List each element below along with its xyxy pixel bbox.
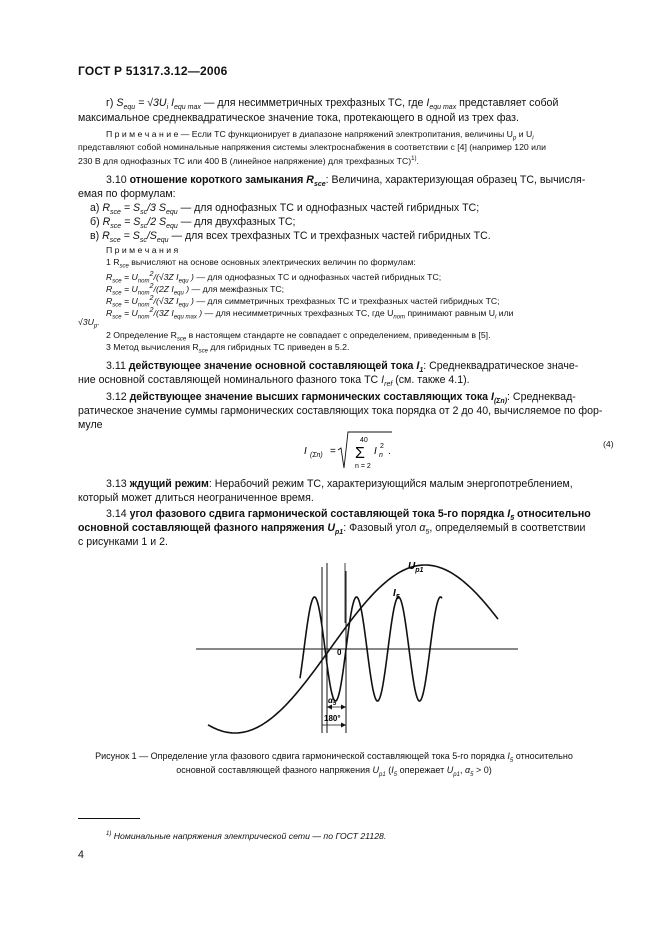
s310-line1: 3.10 отношение короткого замыкания $R_{sce}$: Величина, характеризующая образец ТС, вычисля-	[106, 174, 586, 189]
s310-line2: емая по формулам:	[78, 188, 176, 200]
label-origin: 0	[337, 648, 342, 657]
notes310-f4-cont: $√3U_p$.	[78, 317, 100, 330]
item-g-line1: г) $S_{equ} = √3U_i$ $I_{equ max}$ — для несимметричных трехфазных ТС, где $I_{equ max}$ представляет собой	[106, 97, 559, 112]
note1-line1: П р и м е ч а н и е — Если ТС функционирует в диапазоне напряжений электропитания, величины $U_p$ и $U_i$	[106, 129, 534, 142]
svg-text:I: I	[304, 446, 307, 457]
s312-line3: муле	[78, 419, 103, 431]
figure-caption-line2: основной составляющей фазного напряжения $U_{p1}$ ($I_5$ опережает $U_{p1}$, $\alpha_5 > 0$)	[176, 765, 492, 778]
svg-text:n = 2: n = 2	[355, 463, 371, 470]
label-180: 180°	[324, 714, 341, 723]
footnote: $^{1)}$ Номинальные напряжения электрической сети — по ГОСТ 21128.	[106, 830, 387, 841]
notes310-f4: $R_{sce} = U_{nom}^2/(3Z$ $I_{equ max}$ ) — для несимметричных трехфазных ТС, где $U_{nom}$ принимают равным $U_i$ или	[106, 305, 514, 321]
s314-line3: с рисунками 1 и 2.	[78, 536, 168, 548]
page-header: ГОСТ Р 51317.3.12—2006	[78, 64, 228, 78]
svg-text:.: .	[388, 446, 391, 457]
notes310-n1: 1 $R_{sce}$ вычисляют на основе основных электрических величин по формулам:	[106, 257, 416, 270]
formula-4	[300, 428, 410, 474]
label-up1: $U_{p1}$	[408, 561, 424, 574]
s311-line2: ние основной составляющей номинального фазного тока ТС $I_{ref}$ (см. также 4.1).	[78, 374, 470, 389]
eq-number: (4)	[603, 439, 614, 449]
notes310-n2: 2 Определение $R_{sce}$ в настоящем стандарте не совпадает с определением, приведенным в [5].	[106, 330, 491, 343]
s313-line2: который может длиться неограниченное время.	[78, 492, 314, 504]
svg-text:Σ: Σ	[355, 445, 365, 462]
notes310-f1: $R_{sce} = U_{nom}^2/(√3Z$ $I_{equ}$ ) — для однофазных ТС и однофазных частей гибридных ТС;	[106, 269, 442, 285]
s313-line1: 3.13 ждущий режим: Нерабочий режим ТС, характеризующийся малым энергопотреблением,	[106, 478, 573, 490]
footnote-rule	[78, 818, 140, 819]
svg-text:I: I	[374, 446, 377, 457]
s310-item-a: а) $R_{sce} = S_{sc}/3$ $S_{equ}$ — для однофазных ТС и однофазных частей гибридных ТС;	[90, 202, 480, 217]
page-number: 4	[78, 849, 84, 861]
s312-line1: 3.12 действующее значение высших гармонических составляющих тока $I_{(\Sigma n)}$: Среднеквад-	[106, 391, 576, 406]
svg-text:(Σn): (Σn)	[310, 452, 323, 459]
svg-text:=: =	[330, 446, 336, 457]
svg-text:n: n	[379, 452, 383, 459]
notes310-title: П р и м е ч а н и я	[106, 245, 179, 255]
s310-item-b: б) $R_{sce} = S_{sc}/2$ $S_{equ}$ — для двухфазных ТС;	[90, 216, 296, 231]
s310-item-c: в) $R_{sce} = S_{sc}/S_{equ}$ — для всех трехфазных ТС и трехфазных частей гибридных ТС.	[90, 230, 491, 245]
label-alpha5: $\alpha_5$	[328, 696, 337, 707]
notes310-f2: $R_{sce} = U_{nom}^2/(2Z$ $I_{equ}$ ) — для межфазных ТС;	[106, 281, 285, 297]
s314-line2: основной составляющей фазного напряжения $U_{p1}$: Фазовый угол $\alpha_5$, определяемый в соответствии	[78, 522, 586, 537]
figure-1-waveforms	[180, 553, 520, 743]
notes310-n3: 3 Метод вычисления $R_{sce}$ для гибридных ТС приведен в 5.2.	[106, 342, 350, 355]
item-g-line2: максимальное среднеквадратическое значение тока, протекающего в одной из трех фаз.	[78, 112, 519, 124]
svg-text:40: 40	[360, 437, 368, 444]
s314-line1: 3.14 угол фазового сдвига гармонической составляющей тока 5-го порядка $I_5$ относительно	[106, 508, 591, 523]
s311-line1: 3.11 действующее значение основной составляющей тока $I_1$: Среднеквадратическое значе-	[106, 360, 579, 375]
figure-caption-line1: Рисунок 1 — Определение угла фазового сдвига гармонической составляющей тока 5-го порядка $I_5$ относительно	[95, 751, 573, 764]
s312-line2: ратическое значение суммы гармонических составляющих тока порядка от 2 до 40, вычисляемое по фор-	[78, 405, 603, 417]
note1-line3: 230 В для однофазных ТС или 400 В (линейное напряжение) для трехфазных ТС)$^{1)}$.	[78, 155, 419, 166]
formula-sequ: $S_{equ} = √3U_i$ $I_{equ max}$	[116, 97, 201, 112]
notes310-f3: $R_{sce} = U_{nom}^2/(√3Z$ $I_{equ}$ ) — для симметричных трехфазных ТС и трехфазных частей гибридных ТС;	[106, 293, 500, 309]
note1-line2: представляют собой номинальные напряжения системы электроснабжения в соответствии с [4] (например 120 или	[78, 142, 546, 152]
label-i5: $I_5$	[393, 588, 400, 601]
svg-text:2: 2	[380, 443, 384, 450]
